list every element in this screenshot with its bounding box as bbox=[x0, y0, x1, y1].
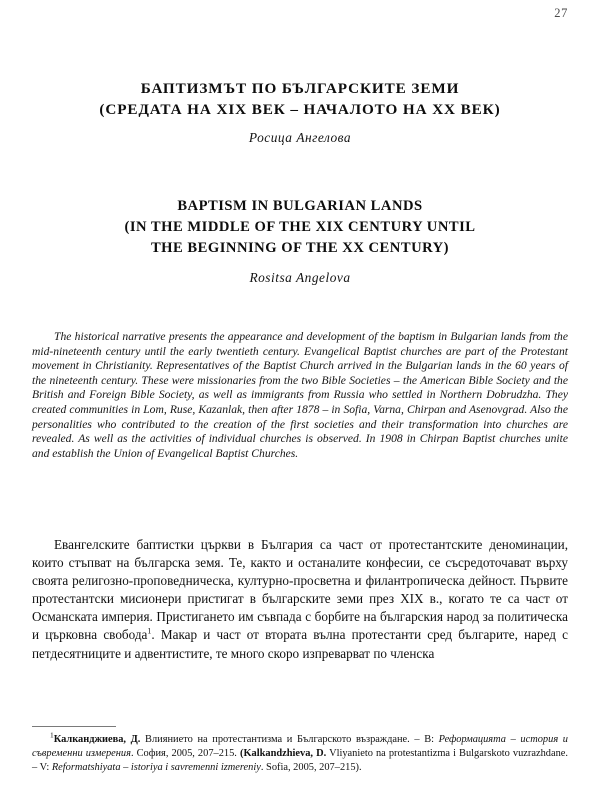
footnote-author-bg: Калканджиева, Д. bbox=[53, 734, 141, 745]
footnote-publication-en: . Sofia, 2005, 207–215). bbox=[260, 762, 362, 774]
english-author-name: Rositsa Angelova bbox=[249, 270, 351, 285]
footnote-publication-bg: . София, 2005, 207–215. bbox=[130, 748, 237, 760]
english-title-line-3: THE BEGINNING OF THE XX CENTURY) bbox=[150, 240, 450, 256]
footnote-author-en: (Kalkandzhieva, D. bbox=[239, 748, 327, 760]
footnote-reference-marker[interactable]: 1 bbox=[147, 627, 152, 637]
footnote-entry bbox=[32, 730, 569, 776]
footnote-source-en: Reformatshiyata – istoriya i savremenni izmereniy bbox=[51, 762, 261, 774]
footnote-number: 1 bbox=[50, 730, 54, 740]
bulgarian-author-name: Росица Ангелова bbox=[248, 130, 352, 145]
footnote-title-bg: Влиянието на протестантизма и Българското възраждане. – В: bbox=[140, 734, 439, 745]
bulgarian-title-block bbox=[32, 78, 568, 146]
abstract-paragraph: The historical narrative presents the appearance and development of the baptism in Bulgarian lands from the mid-nineteenth century until the early twentieth century. Evangelical Baptist churches are part of the Protestant movement in Christianity. Representatives of the Baptist Church arrived in the Bulgarian lands in the 60 years of the nineteenth century. These were missionaries from the two Bible Societies – the American Bible Society and the British and Foreign Bible Society, as well as immigrants from Russia who settled in Northern Dobrudzha. They created communities in Lom, Ruse, Kazanlak, then after 1878 – in Sofia, Varna, Chirpan and Asenovgrad. Also the personalities who contributed to the creation of the first societies and their transformation into churches are revealed. As well as the activities of individual churches is observed. In 1908 in Chirpan Baptist churches unite and establish the Union of Evangelical Baptist Churches. bbox=[32, 330, 568, 460]
page-number: 27 bbox=[554, 6, 568, 20]
footnote-block bbox=[32, 726, 568, 776]
bulgarian-title-line-2: (СРЕДАТА НА XIX ВЕК – НАЧАЛОТО НА XX ВЕК) bbox=[99, 101, 501, 118]
footnote-title-en: Vliyanieto na protestantizma i Bulgarskoto vuzrazhdane. – V: bbox=[32, 748, 569, 774]
english-title-line-2: (IN THE MIDDLE OF THE XIX CENTURY UNTIL bbox=[124, 219, 476, 235]
english-title-line-1: BAPTISM IN BULGARIAN LANDS bbox=[177, 198, 423, 214]
body-text-after-footnote: . Макар и част от втората вълна протестанти сред българите, наред с петдесятниците и адвентистите, те много скоро изпреварват по членска bbox=[32, 627, 568, 661]
footnote-source-bg: Реформацията – история и съвременни измерения bbox=[32, 734, 568, 760]
footnote-separator-rule bbox=[32, 726, 116, 727]
english-title-block bbox=[32, 196, 568, 286]
body-text-before-footnote: Евангелските баптистки църкви в България са част от протестантските деноминации, които стъпват на българска земя. Те, както и останалите конфесии, се съсредоточават върху своята религозно-проповедническа, културно-просветна и филантропическа дейност. Първите протестантски мисионери пристигат в българските земи през XIX в., когато те са част от Османската империя. Пристигането им съвпада с борбите на българския народ за политическа и църковна свобода bbox=[32, 537, 568, 643]
bulgarian-title-line-1: БАПТИЗМЪТ ПО БЪЛГАРСКИТЕ ЗЕМИ bbox=[140, 80, 460, 97]
body-paragraph bbox=[32, 536, 568, 663]
